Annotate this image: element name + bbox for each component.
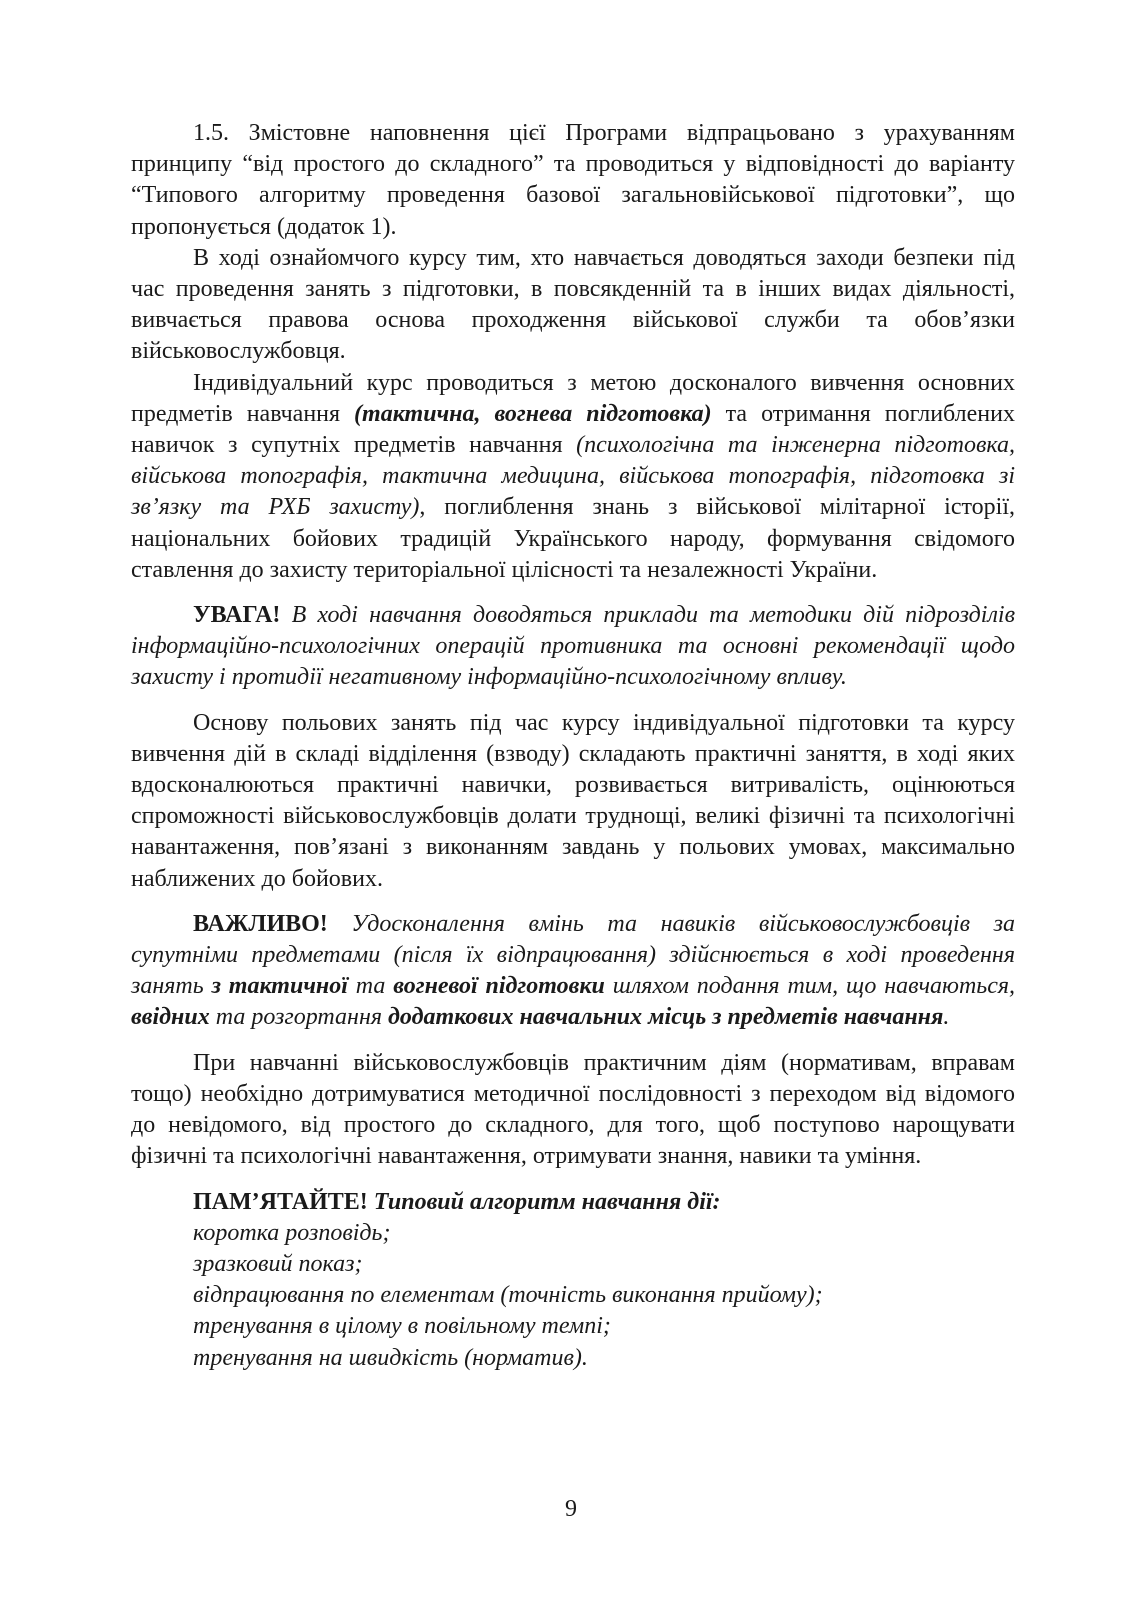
important-label: ВАЖЛИВО! bbox=[193, 910, 328, 937]
text-run: Удосконалення вмінь та навиків військовослужбовців за супутніми предметами (після їх відпрацювання) здійснюється в ході проведення занять bbox=[131, 910, 1015, 1000]
text-run: та bbox=[347, 973, 394, 1000]
text-run: та розгортання bbox=[209, 1004, 389, 1031]
main-subjects-emphasis: (тактична, вогнева підготовка) bbox=[354, 400, 712, 427]
text-run: , поглиблення знань з військової мілітарної історії, національних бойових традицій Українського народу, формування свідомого ставлення до захисту територіальної цілісності та незалежності України. bbox=[131, 494, 1015, 583]
remember-title: Типовий алгоритм навчання дії: bbox=[367, 1188, 721, 1215]
document-page bbox=[131, 118, 1015, 1374]
attention-text: В ході навчання доводяться приклади та методики дій підрозділів інформаційно-психологічних операцій противника та основні рекомендації щодо захисту і протидії негативному інформаційно-психологічному впливу. bbox=[131, 602, 1015, 691]
list-item: коротка розповідь; bbox=[193, 1219, 391, 1246]
text-run: Індивідуальний курс проводиться з метою досконалого вивчення основних предметів навчання bbox=[131, 369, 1015, 427]
attention-note bbox=[131, 600, 1015, 694]
algorithm-list bbox=[131, 1218, 1015, 1374]
list-item: зразковий показ; bbox=[193, 1250, 363, 1277]
attention-label: УВАГА! bbox=[193, 602, 281, 629]
list-item: тренування на швидкість (норматив). bbox=[193, 1344, 588, 1371]
important-note bbox=[131, 909, 1015, 1034]
paragraph-field-exercises: Основу польових занять під час курсу індивідуальної підготовки та курсу вивчення дій в складі відділення (взводу) складають практичні заняття, в ході яких вдосконалюються практичні навички, розвивається витривалість, оцінюються спроможності військовослужбовців долати труднощі, великі фізичні та психологічні навантаження, пов’язані з виконанням завдань у польових умовах, максимально наближених до бойових. bbox=[131, 709, 1015, 892]
emphasis-inputs: ввідних bbox=[131, 1004, 210, 1031]
paragraph-methodical-sequence: При навчанні військовослужбовців практичним діям (нормативам, вправам тощо) необхідно дотримуватися методичної послідовності з переходом від відомого до невідомого, від простого до складного, для того, щоб поступово нарощувати фізичні та психологічні навантаження, отримувати знання, навики та уміння. bbox=[131, 1049, 1015, 1170]
paragraph-orientation-course: В ході ознайомчого курсу тим, хто навчається доводяться заходи безпеки під час проведення занять з підготовки, в повсякденній та в інших видах діяльності, вивчається правова основа проходження військової служби та обов’язки військовослужбовця. bbox=[131, 244, 1015, 365]
emphasis-training-places: додаткових навчальних місць з предметів навчання bbox=[388, 1004, 944, 1031]
paragraph-1-5: 1.5. Змістовне наповнення цієї Програми відпрацьовано з урахуванням принципу “від простого до складного” та проводиться у відповідності до варіанту “Типового алгоритму проведення базової загальновійськової підготовки”, що пропонується (додаток 1). bbox=[131, 120, 1015, 240]
text-run: та отримання поглиблених навичок з супутніх предметів навчання bbox=[131, 400, 1015, 459]
emphasis-tactical: з тактичної bbox=[211, 973, 348, 1000]
text-run: . bbox=[943, 1004, 950, 1031]
page-number: 9 bbox=[565, 1496, 577, 1522]
remember-label: ПАМ’ЯТАЙТЕ! bbox=[193, 1188, 368, 1215]
text-run: шляхом подання тим, що навчаються, bbox=[604, 973, 1016, 1000]
list-item: відпрацювання по елементам (точність виконання прийому); bbox=[193, 1282, 823, 1309]
paragraph-individual-course bbox=[131, 368, 1015, 586]
list-item: тренування в цілому в повільному темпі; bbox=[193, 1313, 611, 1340]
remember-heading bbox=[131, 1187, 1015, 1218]
emphasis-fire-training: вогневої підготовки bbox=[393, 973, 605, 1000]
related-subjects-emphasis: (психологічна та інженерна підготовка, військова топографія, тактична медицина, військова топографія, підготовка зі зв’язку та РХБ захисту) bbox=[131, 432, 1015, 521]
